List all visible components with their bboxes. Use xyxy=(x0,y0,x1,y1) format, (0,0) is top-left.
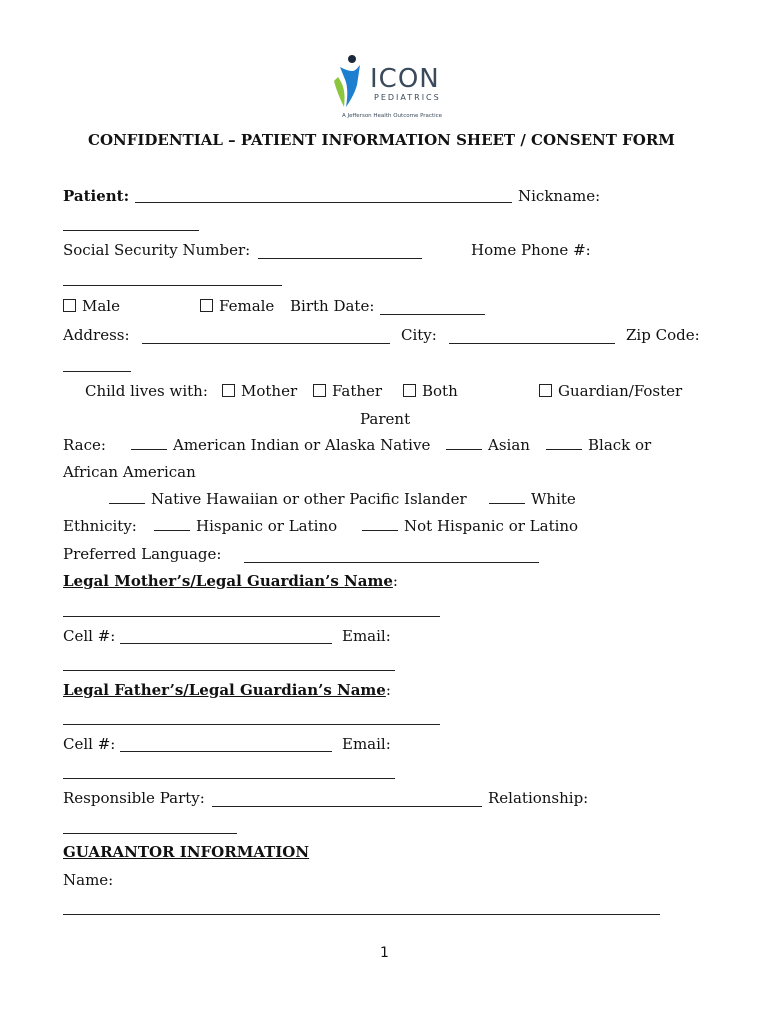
zip-label: Zip Code: xyxy=(626,326,700,344)
mother-email-field[interactable] xyxy=(63,670,395,671)
father-cell-field[interactable] xyxy=(120,751,332,752)
father-email-label: Email: xyxy=(342,735,391,753)
female-option[interactable] xyxy=(200,297,274,315)
form-title: CONFIDENTIAL – PATIENT INFORMATION SHEET / CONSENT FORM xyxy=(88,131,675,149)
father-email-field[interactable] xyxy=(63,778,395,779)
race-asian[interactable] xyxy=(446,436,530,454)
mother-checkbox[interactable] xyxy=(222,384,235,397)
guarantor-name-field[interactable] xyxy=(63,914,660,915)
race-black-label-cont: African American xyxy=(63,463,196,481)
guardian-option[interactable] xyxy=(539,382,682,400)
zip-field[interactable] xyxy=(63,371,131,372)
race-hawaiian-blank[interactable] xyxy=(109,491,145,504)
father-cell-label: Cell #: xyxy=(63,735,116,753)
race-american-indian[interactable] xyxy=(131,436,430,454)
race-asian-label: Asian xyxy=(488,436,530,454)
mother-option-label: Mother xyxy=(241,382,298,400)
father-heading-colon: : xyxy=(385,681,391,699)
race-asian-blank[interactable] xyxy=(446,437,482,450)
both-checkbox[interactable] xyxy=(403,384,416,397)
race-white-blank[interactable] xyxy=(489,491,525,504)
both-option-label: Both xyxy=(422,382,458,400)
relationship-field[interactable] xyxy=(63,833,237,834)
race-label: Race: xyxy=(63,436,106,454)
race-black[interactable] xyxy=(546,436,651,454)
race-white-label: White xyxy=(531,490,576,508)
city-field[interactable] xyxy=(449,343,615,344)
home-phone-field[interactable] xyxy=(63,285,282,286)
ethnicity-hispanic-label: Hispanic or Latino xyxy=(196,517,338,535)
preferred-language-field[interactable] xyxy=(244,562,539,563)
nickname-label: Nickname: xyxy=(518,187,601,205)
guarantor-heading: GUARANTOR INFORMATION xyxy=(63,843,310,861)
logo-subtitle: PEDIATRICS xyxy=(374,93,441,102)
page-number: 1 xyxy=(380,945,389,961)
guardian-option-label-cont: Parent xyxy=(360,410,411,428)
patient-name-field[interactable] xyxy=(135,202,512,203)
race-white[interactable] xyxy=(489,490,576,508)
male-option[interactable] xyxy=(63,297,120,315)
ethnicity-label: Ethnicity: xyxy=(63,517,137,535)
city-label: City: xyxy=(401,326,437,344)
practice-logo xyxy=(330,55,450,125)
home-phone-label: Home Phone #: xyxy=(471,241,591,259)
responsible-party-label: Responsible Party: xyxy=(63,789,205,807)
ethnicity-not-hispanic-label: Not Hispanic or Latino xyxy=(404,517,579,535)
ethnicity-not-hispanic[interactable] xyxy=(362,517,578,535)
ethnicity-hispanic-blank[interactable] xyxy=(154,518,190,531)
mother-option[interactable] xyxy=(222,382,297,400)
mother-cell-label: Cell #: xyxy=(63,627,116,645)
patient-label: Patient: xyxy=(63,187,130,205)
logo-tagline: A Jefferson Health Outcome Practice xyxy=(342,113,443,119)
ethnicity-hispanic[interactable] xyxy=(154,517,337,535)
mother-heading-text: Legal Mother’s/Legal Guardian’s Name xyxy=(63,572,393,590)
father-option-label: Father xyxy=(332,382,383,400)
race-hawaiian[interactable] xyxy=(109,490,467,508)
father-checkbox[interactable] xyxy=(313,384,326,397)
birth-date-label: Birth Date: xyxy=(290,297,375,315)
guardian-option-label: Guardian/Foster xyxy=(558,382,683,400)
logo-brand: ICON xyxy=(370,64,440,94)
guardian-checkbox[interactable] xyxy=(539,384,552,397)
mother-email-label: Email: xyxy=(342,627,391,645)
birth-date-field[interactable] xyxy=(380,314,485,315)
mother-cell-field[interactable] xyxy=(120,643,332,644)
female-checkbox[interactable] xyxy=(200,299,213,312)
race-hawaiian-label: Native Hawaiian or other Pacific Islander xyxy=(151,490,467,508)
both-option[interactable] xyxy=(403,382,458,400)
father-heading-text: Legal Father’s/Legal Guardian’s Name xyxy=(63,681,386,699)
ssn-field[interactable] xyxy=(258,258,422,259)
relationship-label: Relationship: xyxy=(488,789,589,807)
mother-section-heading xyxy=(63,572,398,590)
address-label: Address: xyxy=(63,326,130,344)
child-lives-label: Child lives with: xyxy=(85,382,208,400)
ethnicity-not-hispanic-blank[interactable] xyxy=(362,518,398,531)
mother-name-field[interactable] xyxy=(63,616,440,617)
father-section-heading xyxy=(63,681,391,699)
responsible-party-field[interactable] xyxy=(212,806,482,807)
nickname-field[interactable] xyxy=(63,230,199,231)
father-option[interactable] xyxy=(313,382,382,400)
female-label: Female xyxy=(219,297,275,315)
address-field[interactable] xyxy=(142,343,390,344)
race-black-label: Black or xyxy=(588,436,652,454)
ssn-label: Social Security Number: xyxy=(63,241,251,259)
race-american-indian-blank[interactable] xyxy=(131,437,167,450)
race-black-blank[interactable] xyxy=(546,437,582,450)
guarantor-name-label: Name: xyxy=(63,871,114,889)
mother-heading-colon: : xyxy=(392,572,398,590)
preferred-language-label: Preferred Language: xyxy=(63,545,222,563)
father-name-field[interactable] xyxy=(63,724,440,725)
male-label: Male xyxy=(82,297,120,315)
male-checkbox[interactable] xyxy=(63,299,76,312)
race-american-indian-label: American Indian or Alaska Native xyxy=(173,436,431,454)
